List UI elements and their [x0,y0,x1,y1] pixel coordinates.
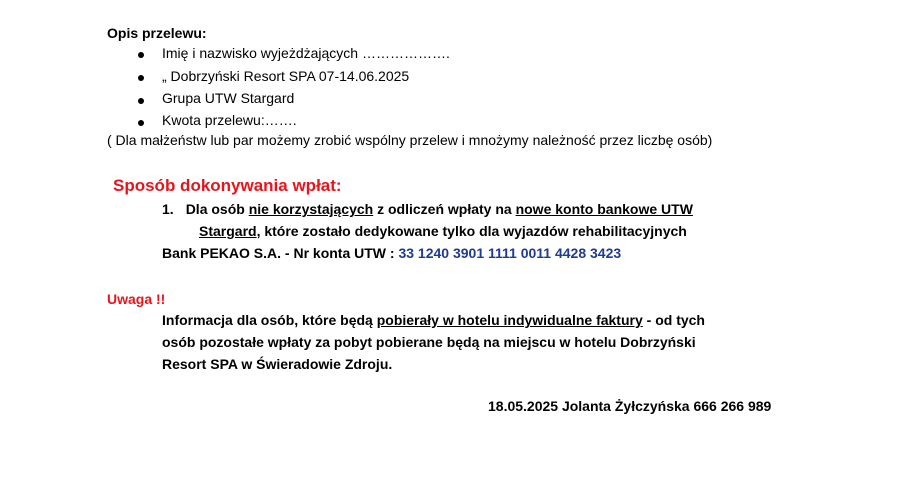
notice-line-3: Resort SPA w Świeradowie Zdroju. [162,356,393,372]
description-heading: Opis przelewu: [107,25,207,41]
payment-text: , które zostało dedykowane tylko dla wyjazdów rehabilitacyjnych [256,223,687,239]
bank-label: Bank PEKAO S.A. - Nr konta UTW : [162,245,399,261]
payment-line-3 [162,245,621,261]
notice-line-1 [162,312,705,328]
payment-underlined-text: nowe konto bankowe UTW [515,201,693,217]
description-item: Grupa UTW Stargard [162,90,295,106]
bullet-dot [138,120,144,126]
payment-underlined-text: nie korzystających [248,201,374,217]
payment-title: Sposób dokonywania wpłat: [113,176,342,195]
description-item: Kwota przelewu:……. [162,112,297,128]
bullet-dot [138,98,144,104]
payment-text: Dla osób [185,201,249,217]
notice-line-2: osób pozostałe wpłaty za pobyt pobierane będą na miejscu w hotelu Dobrzyński [162,334,696,350]
description-note: ( Dla małżeństw lub par możemy zrobić wspólny przelew i mnożymy należność przez liczbę osób) [107,132,713,148]
notice-text: Informacja dla osób, które będą [162,312,377,328]
description-item: „ Dobrzyński Resort SPA 07-14.06.2025 [162,68,410,84]
payment-line-2 [199,223,687,239]
notice-underlined-text: pobierały w hotelu indywidualne faktury [376,312,643,328]
notice-title: Uwaga !! [107,291,166,307]
notice-text: - od tych [642,312,705,328]
payment-text: z odliczeń wpłaty na [373,201,516,217]
payment-underlined-text: Stargard [199,223,257,239]
bullet-dot [138,75,144,81]
account-number: 33 1240 3901 1111 0011 4428 3423 [398,245,622,261]
signature: 18.05.2025 Jolanta Żyłczyńska 666 266 989 [488,398,772,414]
bullet-dot [138,52,144,58]
payment-line-1 [162,201,693,217]
description-item: Imię i nazwisko wyjeżdżających ………………. [162,45,450,61]
payment-item-number: 1. [162,201,174,217]
